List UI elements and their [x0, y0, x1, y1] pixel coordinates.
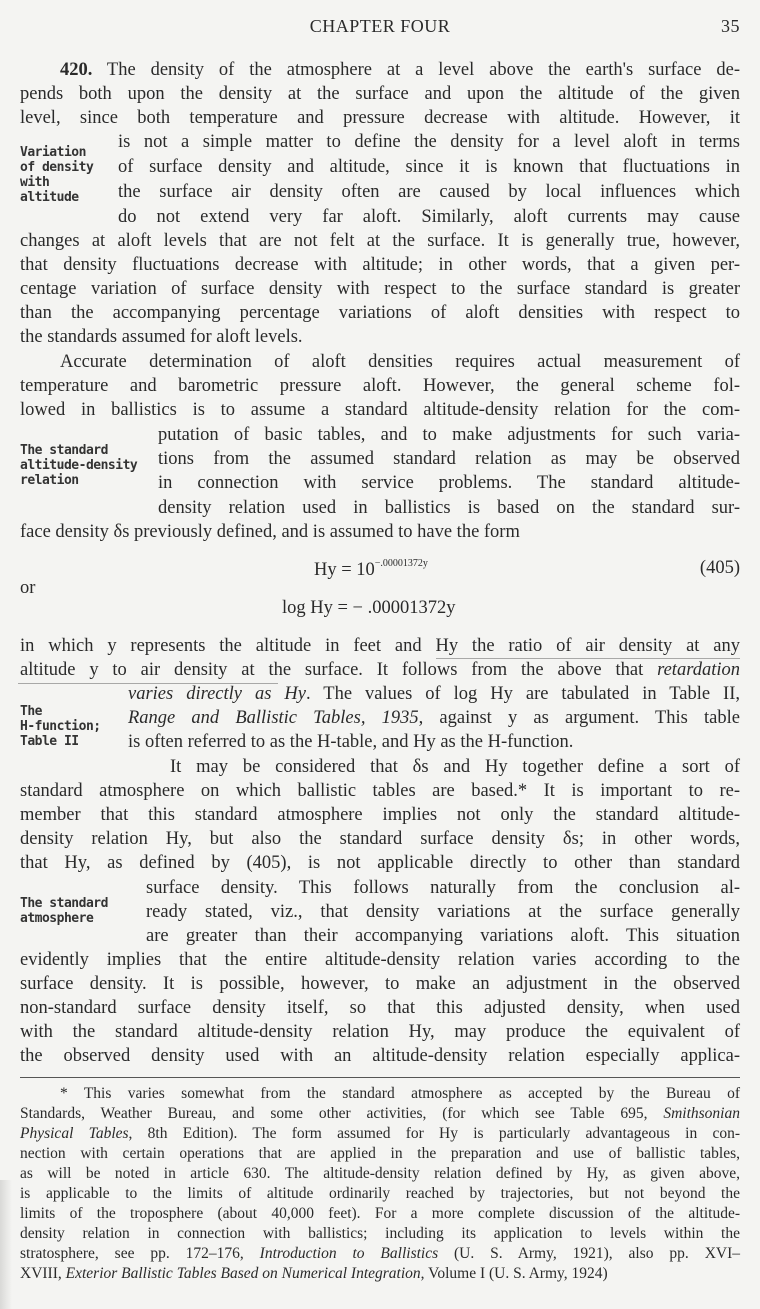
text-line: that Hy, as defined by (405), is not applicable directly to other than standard [20, 853, 740, 873]
margin-note-h-function [20, 704, 120, 749]
equation-exponent: −.00001372y [374, 558, 428, 569]
margin-note-line: Table II [20, 734, 79, 749]
text-span: stratosphere, see pp. 172–176, [20, 1245, 260, 1262]
text-span: (U. S. Army, 1921), also pp. XVI– [438, 1245, 740, 1262]
page-number: 35 [721, 16, 740, 36]
article-number: 420. [60, 60, 93, 80]
text-line: is often referred to as the H-table, and Hy as the H-function. [128, 732, 574, 752]
text-line: evidently implies that the entire altitude-density relation varies according to the [20, 950, 740, 970]
text-line: Accurate determination of aloft densities requires actual measurement of [60, 352, 740, 372]
book-title: Smithsonian [663, 1105, 740, 1122]
equation-number: (405) [699, 558, 740, 578]
text-span: . The values of log Hy are tabulated in Table II, [306, 684, 740, 704]
text-line: lowed in ballistics is to assume a standard altitude-density relation for the com- [20, 400, 740, 420]
text-line: the standards assumed for aloft levels. [20, 327, 303, 347]
margin-note-line: Variation [20, 145, 86, 160]
margin-note-standard-atmosphere [20, 896, 120, 926]
footnote-line: density relation in connection with ballistics; including its application to levels within the [20, 1225, 740, 1242]
text-line [20, 58, 740, 82]
margin-note-variation-of-density [20, 145, 120, 205]
footnote-line: * This varies somewhat from the standard atmosphere as accepted by the Bureau of [60, 1085, 740, 1102]
footnote-line: nection with certain operations that are applied in the preparation and use of ballistic tables, [20, 1145, 740, 1162]
text-line [128, 706, 740, 730]
text-line: putation of basic tables, and to make adjustments for such varia- [158, 425, 740, 445]
text-line: the surface air density often are caused by local influences which [118, 182, 740, 202]
margin-note-line: altitude [20, 190, 79, 205]
book-title: Introduction to Ballistics [259, 1245, 439, 1262]
or-label: or [20, 578, 36, 598]
footnote-line [20, 1124, 740, 1144]
text-line: in connection with service problems. The standard altitude- [158, 473, 740, 493]
text-span: altitude y to air density at the surface. It follows from the above that [20, 660, 658, 680]
book-title: Physical Tables [20, 1125, 129, 1142]
equation-lhs: Hy = 10 [314, 560, 375, 580]
text-span: , against y as argument. This table [418, 708, 740, 728]
equation-log: log Hy = − .00001372y [282, 598, 456, 618]
text-line: surface density. It is possible, however, to make an adjustment in the observed [20, 974, 740, 994]
running-header [0, 12, 760, 36]
text-line: tions from the assumed standard relation as may be observed [158, 449, 740, 469]
text-line: the observed density used with an altitude-density relation especially applica- [20, 1046, 740, 1066]
footnote-line [20, 1264, 740, 1284]
text-line: standard atmosphere on which ballistic tables are based.* It is important to re- [20, 781, 740, 801]
text-line: level, since both temperature and pressure decrease with altitude. However, it [20, 108, 740, 128]
margin-note-line: atmosphere [20, 911, 94, 926]
footnote-line: is applicable to the limits of altitude ordinarily reached by trajectories, but not beyond the [20, 1185, 740, 1202]
book-title: Range and Ballistic Tables, 1935 [128, 708, 419, 728]
text-line: pends both upon the density at the surface and upon the altitude of the given [20, 84, 740, 104]
text-line: is not a simple matter to define the density for a level aloft in terms [118, 132, 740, 152]
text-line: in which y represents the altitude in feet and Hy the ratio of air density at any [20, 636, 740, 656]
text-line: that density fluctuations decrease with altitude; in other words, that a given per- [20, 255, 740, 275]
text-line: than the accompanying percentage variations of aloft densities with respect to [20, 303, 740, 323]
text-line: do not extend very far aloft. Similarly, aloft currents may cause [118, 207, 740, 227]
footnote-line: limits of the troposphere (about 40,000 feet). For a more complete discussion of the altitude- [20, 1205, 740, 1222]
margin-note-line: The standard [20, 443, 108, 458]
text-line [128, 682, 740, 706]
margin-note-standard-altitude-density [20, 443, 160, 488]
text-line [20, 658, 740, 682]
book-title: Exterior Ballistic Tables Based on Numerical Integration [65, 1265, 421, 1282]
text-line: It may be considered that δs and Hy together define a sort of [170, 757, 740, 777]
text-line: density relation Hy, but also the standard surface density δs; in other words, [20, 829, 740, 849]
text-line: temperature and barometric pressure aloft. However, the general scheme fol- [20, 376, 740, 396]
scan-edge-shadow [0, 1180, 12, 1309]
text-line: face density δs previously defined, and is assumed to have the form [20, 522, 520, 542]
italic-term: retardation [657, 660, 740, 680]
margin-note-line: altitude-density [20, 458, 138, 473]
equation-405 [314, 558, 428, 581]
margin-note-line: H-function; [20, 719, 101, 734]
text-span: Standards, Weather Bureau, and some other activities, (for which see Table 695, [20, 1105, 664, 1122]
margin-note-line: The standard [20, 896, 108, 911]
text-line: with the standard altitude-density relation Hy, may produce the equivalent of [20, 1022, 740, 1042]
text-line: of surface density and altitude, since it is known that fluctuations in [118, 157, 740, 177]
footnote-line [20, 1104, 740, 1124]
text-line: centage variation of surface density with respect to the surface standard is greater [20, 279, 740, 299]
chapter-title: CHAPTER FOUR [309, 16, 451, 36]
text-line: member that this standard atmosphere implies not only the standard altitude- [20, 805, 740, 825]
text-line: density relation used in ballistics is based on the standard sur- [158, 498, 740, 518]
footnote-line [20, 1244, 740, 1264]
footnote-line: as will be noted in article 630. The altitude-density relation defined by Hy, as given above, [20, 1165, 740, 1182]
text-span: XVIII, [20, 1265, 66, 1282]
margin-note-line: The [20, 704, 42, 719]
margin-note-line: relation [20, 473, 79, 488]
text-span: , Volume I (U. S. Army, 1924) [420, 1265, 608, 1282]
text-line: changes at aloft levels that are not felt at the surface. It is generally true, however, [20, 231, 740, 251]
italic-term: varies directly as Hy [128, 684, 306, 704]
text-span: , 8th Edition). The form assumed for Hy is particularly advantageous in con- [128, 1125, 740, 1142]
text-line: ready stated, viz., that density variations at the surface generally [146, 902, 740, 922]
margin-note-line: of density [20, 160, 94, 175]
margin-note-line: with [20, 175, 50, 190]
text-line: non-standard surface density itself, so that this adjusted density, when used [20, 998, 740, 1018]
text-span: The density of the atmosphere at a level above the earth's surface de- [92, 60, 740, 80]
footnote-rule [20, 1077, 740, 1078]
text-line: surface density. This follows naturally from the conclusion al- [146, 878, 740, 898]
text-line: are greater than their accompanying variations aloft. This situation [146, 926, 740, 946]
